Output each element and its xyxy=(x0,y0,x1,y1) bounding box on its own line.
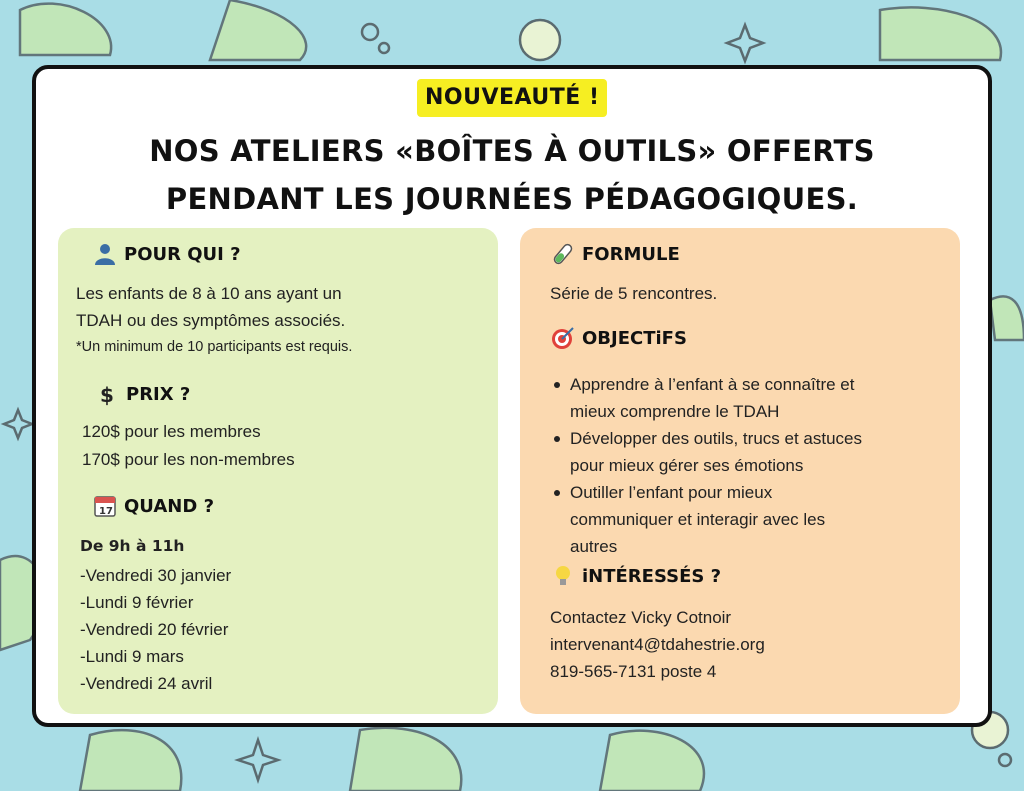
pour-qui-line-1: Les enfants de 8 à 10 ans ayant un xyxy=(76,284,342,303)
list-item xyxy=(550,479,862,560)
target-icon xyxy=(550,326,576,350)
pour-qui-label: POUR QUI ? xyxy=(124,243,241,265)
prix-heading xyxy=(94,382,190,406)
list-item-line: autres xyxy=(570,537,618,556)
person-icon xyxy=(92,242,118,266)
dollar-icon xyxy=(94,382,120,406)
svg-text:17: 17 xyxy=(99,506,113,517)
test-tube-icon xyxy=(550,242,576,266)
interesses-label: iNTÉRESSÉS ? xyxy=(582,565,722,587)
date-item: -Vendredi 24 avril xyxy=(80,674,213,693)
announcement-card xyxy=(32,65,992,727)
objectifs-heading xyxy=(550,326,687,350)
quand-heading xyxy=(92,494,214,518)
list-item-line: Apprendre à l’enfant à se connaître et xyxy=(570,375,855,394)
new-badge: NOUVEAUTÉ ! xyxy=(417,79,607,117)
list-item xyxy=(550,371,862,425)
date-item: -Vendredi 30 janvier xyxy=(80,566,232,585)
formule-label: FORMULE xyxy=(582,243,680,265)
date-item: -Lundi 9 février xyxy=(80,593,194,612)
list-item-line: Développer des outils, trucs et astuces xyxy=(570,429,862,448)
interesses-heading xyxy=(550,564,721,588)
contact-phone[interactable]: 819-565-7131 poste 4 xyxy=(550,662,717,681)
formule-heading xyxy=(550,242,680,266)
page-title xyxy=(56,127,968,223)
prix-non-members: 170$ pour les non-membres xyxy=(82,450,295,469)
pour-qui-heading xyxy=(92,242,241,266)
pour-qui-note: *Un minimum de 10 participants est requis. xyxy=(76,339,353,355)
pour-qui-line-2: TDAH ou des symptômes associés. xyxy=(76,311,346,330)
list-item-line: communiquer et interagir avec les xyxy=(570,510,826,529)
list-item-line: pour mieux gérer ses émotions xyxy=(570,456,804,475)
calendar-icon xyxy=(92,494,118,518)
list-item xyxy=(550,425,862,479)
title-line-1: NOS ATELIERS «BOÎTES À OUTILS» OFFERTS xyxy=(149,134,875,168)
formule-text: Série de 5 rencontres. xyxy=(550,284,718,303)
objectifs-list xyxy=(550,371,862,560)
list-item-line: mieux comprendre le TDAH xyxy=(570,402,780,421)
left-info-panel xyxy=(58,228,498,714)
list-item-line: Outiller l’enfant pour mieux xyxy=(570,483,773,502)
date-item: -Lundi 9 mars xyxy=(80,647,184,666)
lightbulb-icon xyxy=(550,564,576,588)
contact-name: Contactez Vicky Cotnoir xyxy=(550,608,732,627)
date-item: -Vendredi 20 février xyxy=(80,620,229,639)
right-info-panel xyxy=(520,228,960,714)
svg-text:$: $ xyxy=(100,383,114,406)
contact-email[interactable]: intervenant4@tdahestrie.org xyxy=(550,635,765,654)
title-line-2: PENDANT LES JOURNÉES PÉDAGOGIQUES. xyxy=(165,182,859,216)
quand-hours: De 9h à 11h xyxy=(80,537,185,555)
objectifs-label: OBJECTiFS xyxy=(582,327,687,349)
prix-members: 120$ pour les membres xyxy=(82,422,261,441)
prix-label: PRIX ? xyxy=(126,383,191,405)
quand-label: QUAND ? xyxy=(124,495,215,517)
